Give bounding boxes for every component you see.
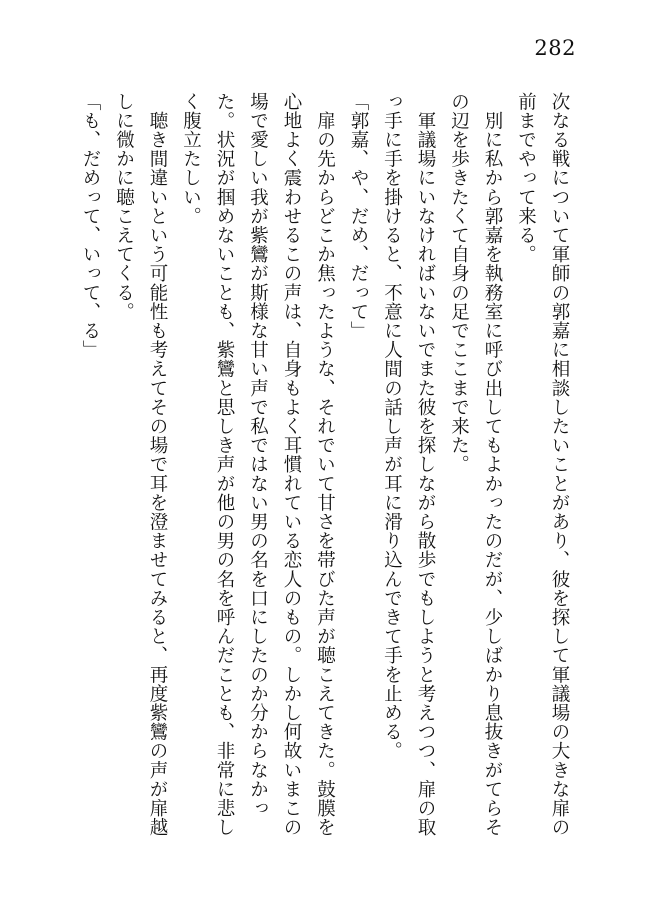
paragraph: 別に私から郭嘉を執務室に呼び出してもよかったのだが、少しばかり息抜きがてらその辺を歩きたくて自身の足でここまで来た。 xyxy=(448,92,503,837)
paragraph: 軍議場にいなければいないでまた彼を探しながら散歩でもしようと考えつつ、扉の取っ手に手を掛けると、不意に人間の話し声が耳に滑り込んできて手を止める。 xyxy=(381,92,436,837)
dialogue-line: 「郭嘉、や、だめ、だって」 xyxy=(348,92,369,341)
page-number: 282 xyxy=(534,36,576,60)
paragraph: 扉の先からどこか焦ったような、それでいて甘さを帯びた声が聴こえてきた。鼓膜を心地よく震わせるこの声は、自身もよく耳慣れている恋人のもの。しかし何故いまこの場で愛しい我が紫鸞が斯様な甘い声で私ではない男の名を口にしたのか分からなかった。状況が掴めないことも、紫鸞と思しき声が他の男の名を呼んだことも、非常に悲しく腹立たしい。 xyxy=(180,92,336,837)
dialogue-line: 「も、だめって、いって、る」 xyxy=(80,92,101,360)
paragraph: 次なる戦について軍師の郭嘉に相談したいことがあり、彼を探して軍議場の大きな扉の前までやって来る。 xyxy=(515,92,570,837)
body-text xyxy=(56,92,576,852)
paragraph: 聴き間違いという可能性も考えてその場で耳を澄ませてみると、再度紫鸞の声が扉越しに微かに聴こえてくる。 xyxy=(113,92,168,837)
